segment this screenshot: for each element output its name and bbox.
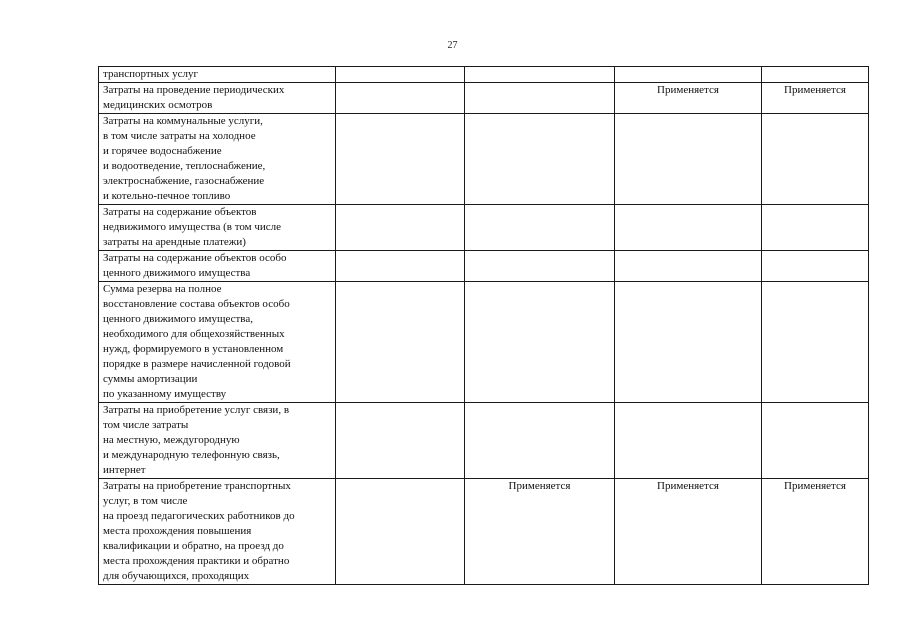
cell-col5 [762,67,869,83]
table-row [99,205,869,251]
cell-col4 [615,205,762,251]
row-label: Затраты на приобретение услуг связи, в том числе затраты на местную, междугородную и международную телефонную связь, интернет [99,403,336,479]
table-row [99,114,869,205]
row-label: транспортных услуг [99,67,336,83]
table-row [99,67,869,83]
cell-col3 [465,205,615,251]
cell-col4: Применяется [615,83,762,114]
cell-col5 [762,403,869,479]
cell-col4 [615,67,762,83]
cell-col2 [336,282,465,403]
cell-col2 [336,67,465,83]
row-label: Затраты на содержание объектов особо ценного движимого имущества [99,251,336,282]
row-label: Затраты на приобретение транспортных услуг, в том числе на проезд педагогических работников до места прохождения повышения квалификации и обратно, на проезд до места прохождения практики и обратно для обучающихся, проходящих [99,479,336,585]
cell-col5: Применяется [762,83,869,114]
cell-col5 [762,114,869,205]
cell-col2 [336,114,465,205]
cell-col4 [615,251,762,282]
table-row [99,479,869,585]
expenses-table [98,66,869,585]
cell-col4 [615,403,762,479]
cell-col2 [336,251,465,282]
row-label: Затраты на проведение периодических медицинских осмотров [99,83,336,114]
cell-col5 [762,205,869,251]
cell-col3 [465,282,615,403]
cell-col2 [336,479,465,585]
cell-col3 [465,83,615,114]
row-label: Затраты на коммунальные услуги, в том числе затраты на холодное и горячее водоснабжение и водоотведение, теплоснабжение, электроснабжение, газоснабжение и котельно-печное топливо [99,114,336,205]
cell-col2 [336,205,465,251]
cell-col4 [615,282,762,403]
cell-col3: Применяется [465,479,615,585]
table-row [99,83,869,114]
cell-col4 [615,114,762,205]
cell-col3 [465,67,615,83]
cell-col4: Применяется [615,479,762,585]
cell-col2 [336,403,465,479]
table-row [99,251,869,282]
cell-col2 [336,83,465,114]
cell-col5 [762,282,869,403]
cell-col5: Применяется [762,479,869,585]
cell-col5 [762,251,869,282]
row-label: Сумма резерва на полное восстановление состава объектов особо ценного движимого имущества, необходимого для общехозяйственных нужд, формируемого в установленном порядке в размере начисленной годовой суммы амортизации по указанному имуществу [99,282,336,403]
cell-col3 [465,114,615,205]
table-row [99,403,869,479]
page-number: 27 [447,40,458,51]
row-label: Затраты на содержание объектов недвижимого имущества (в том числе затраты на арендные платежи) [99,205,336,251]
cell-col3 [465,403,615,479]
table-row [99,282,869,403]
cell-col3 [465,251,615,282]
